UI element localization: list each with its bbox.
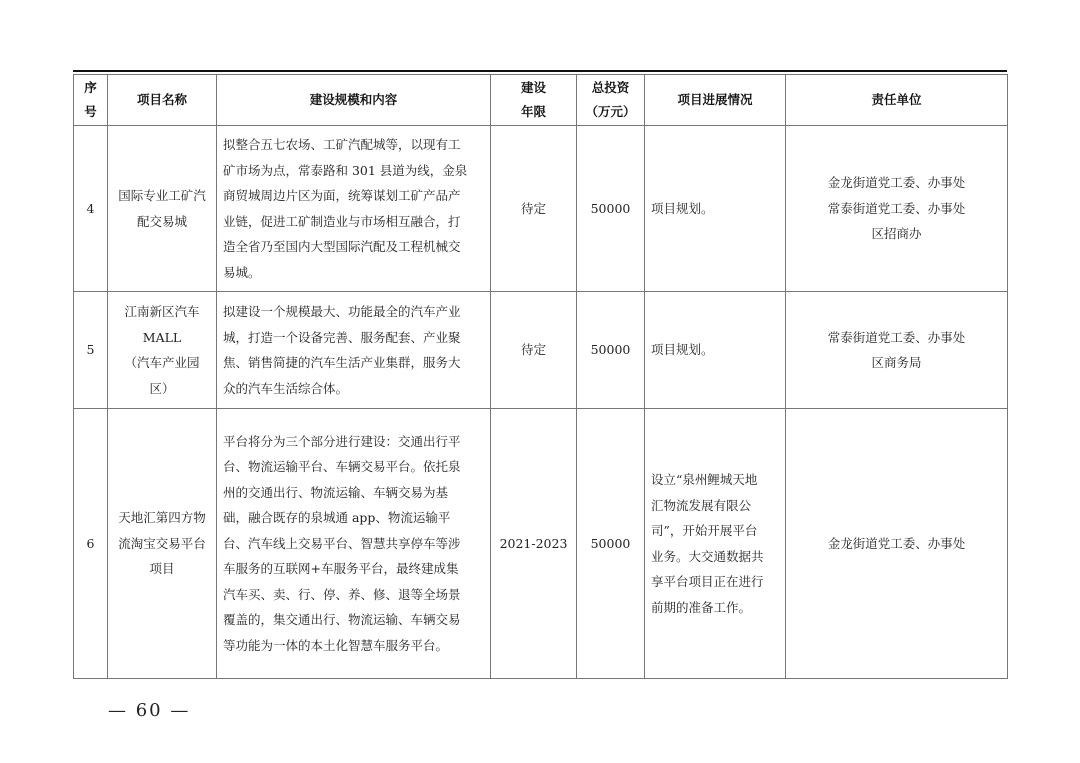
cell-scope: 拟建设一个规模最大、功能最全的汽车产业 城，打造一个设备完善、服务配套、产业聚 焦、销售简捷的汽车生活产业集群，服务大 众的汽车生活综合体。	[217, 292, 491, 409]
project-table	[73, 74, 1008, 679]
cell-seq: 5	[74, 292, 108, 409]
page-number: — 60 —	[108, 700, 191, 721]
cell-seq: 6	[74, 409, 108, 679]
cell-name: 国际专业工矿汽 配交易城	[108, 126, 217, 292]
header-period: 建设 年限	[491, 75, 577, 126]
cell-name: 江南新区汽车 MALL （汽车产业园 区）	[108, 292, 217, 409]
header-unit: 责任单位	[786, 75, 1008, 126]
cell-scope: 平台将分为三个部分进行建设：交通出行平 台、物流运输平台、车辆交易平台。依托泉 州的交通出行、物流运输、车辆交易为基 础，融合既存的泉城通 app、物流运输平 台、汽车线上交易平台、智慧共享停车等涉 车服务的互联网+车服务平台，最终建成集 汽车买、卖、行、停、养、修、退等全场景 覆盖的，集交通出行、物流运输、车辆交易 等功能为一体的本土化智慧车服务平台。	[217, 409, 491, 679]
cell-unit: 金龙街道党工委、办事处	[786, 409, 1008, 679]
cell-progress: 项目规划。	[645, 292, 786, 409]
cell-progress: 项目规划。	[645, 126, 786, 292]
header-investment: 总投资 （万元）	[577, 75, 645, 126]
cell-progress: 设立“泉州鲤城天地 汇物流发展有限公 司”，开始开展平台 业务。大交通数据共 享平台项目正在进行 前期的准备工作。	[645, 409, 786, 679]
cell-period: 待定	[491, 292, 577, 409]
cell-period: 待定	[491, 126, 577, 292]
cell-unit: 金龙街道党工委、办事处 常泰街道党工委、办事处 区招商办	[786, 126, 1008, 292]
header-scope: 建设规模和内容	[217, 75, 491, 126]
cell-unit: 常泰街道党工委、办事处 区商务局	[786, 292, 1008, 409]
header-progress: 项目进展情况	[645, 75, 786, 126]
table-row	[74, 409, 1008, 679]
cell-name: 天地汇第四方物 流淘宝交易平台 项目	[108, 409, 217, 679]
table-top-rule	[73, 70, 1007, 72]
cell-investment: 50000	[577, 292, 645, 409]
header-name: 项目名称	[108, 75, 217, 126]
header-seq: 序 号	[74, 75, 108, 126]
header-row	[74, 75, 1008, 126]
cell-seq: 4	[74, 126, 108, 292]
table-row	[74, 126, 1008, 292]
table-row	[74, 292, 1008, 409]
cell-scope: 拟整合五七农场、工矿汽配城等，以现有工 矿市场为点，常泰路和 301 县道为线，金泉 商贸城周边片区为面，统筹谋划工矿产品产 业链，促进工矿制造业与市场相互融合，打 造全省乃至国内大型国际汽配及工程机械交 易城。	[217, 126, 491, 292]
cell-period: 2021-2023	[491, 409, 577, 679]
cell-investment: 50000	[577, 126, 645, 292]
cell-investment: 50000	[577, 409, 645, 679]
